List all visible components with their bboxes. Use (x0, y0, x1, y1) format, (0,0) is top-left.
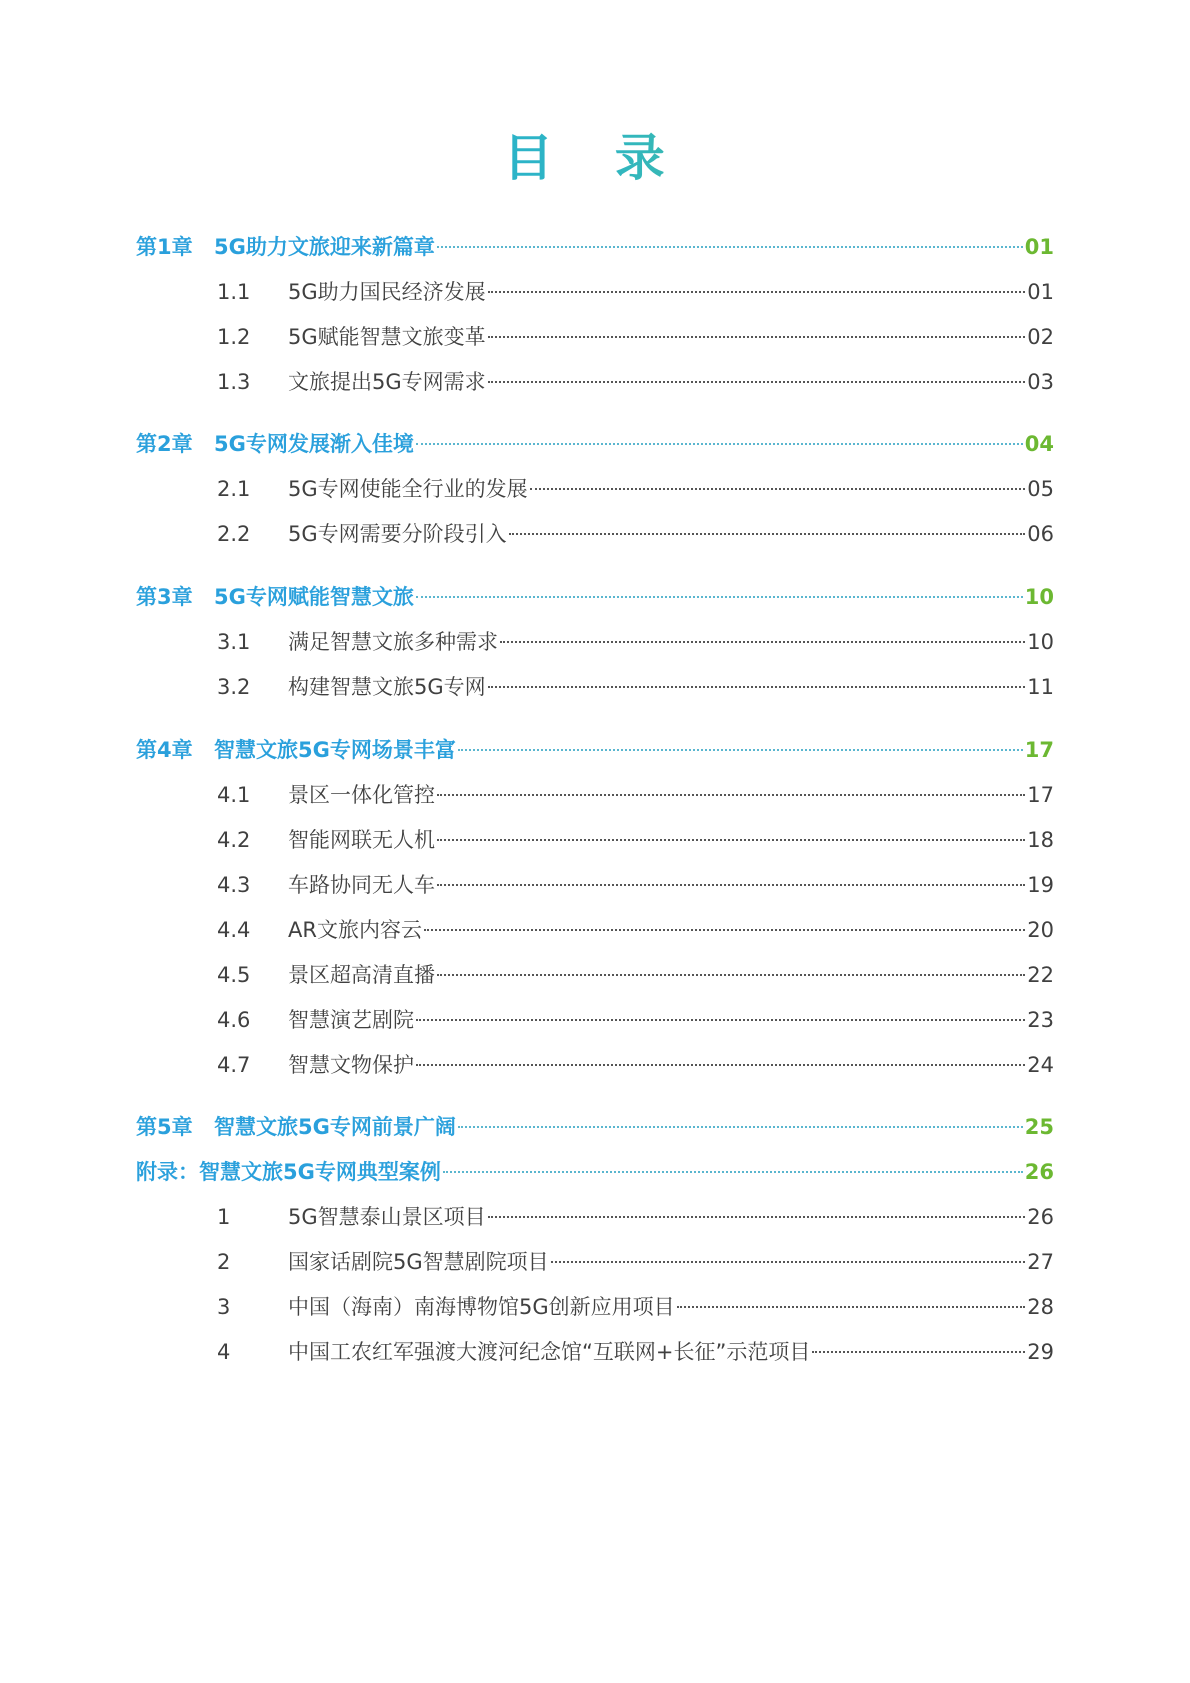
toc-entry-title: AR文旅内容云 (288, 918, 422, 942)
toc-page-number: 27 (1027, 1250, 1054, 1274)
toc-section-entry[interactable] (217, 823, 1054, 857)
toc-page-number: 24 (1027, 1053, 1054, 1077)
dot-leader (509, 533, 1026, 535)
dot-leader (677, 1306, 1026, 1308)
dot-leader (488, 381, 1026, 383)
dot-leader (488, 336, 1026, 338)
toc-section-entry[interactable] (217, 365, 1054, 399)
toc-entry-number: 1.3 (217, 370, 251, 394)
dot-leader (437, 974, 1025, 976)
toc-page-number: 10 (1024, 585, 1054, 609)
toc-section-entry[interactable] (217, 1003, 1054, 1037)
toc-entry-title: 智慧文旅5G专网场景丰富 (214, 738, 456, 762)
dot-leader (443, 1171, 1023, 1173)
toc-section-entry[interactable] (217, 868, 1054, 902)
toc-entry-number: 1.1 (217, 280, 251, 304)
dot-leader (416, 443, 1023, 445)
toc-entry-number: 4.4 (217, 918, 251, 942)
toc-entry-number: 4.6 (217, 1008, 251, 1032)
toc-section-entry[interactable] (217, 472, 1054, 506)
toc-section-entry[interactable] (217, 1335, 1054, 1369)
toc-entry-number: 第4章 (136, 738, 193, 762)
toc-page-number: 26 (1027, 1205, 1054, 1229)
toc-entry-title: 5G专网使能全行业的发展 (288, 477, 528, 501)
toc-page-number: 17 (1024, 738, 1054, 762)
toc-page-number: 04 (1024, 432, 1054, 456)
toc-entry-title: 构建智慧文旅5G专网 (288, 675, 486, 699)
toc-entry-number: 1 (217, 1205, 231, 1229)
toc-section-entry[interactable] (217, 670, 1054, 704)
toc-entry-title: 5G专网赋能智慧文旅 (214, 585, 414, 609)
toc-entry-title: 5G助力文旅迎来新篇章 (214, 235, 435, 259)
toc-entry-number: 4.7 (217, 1053, 251, 1077)
toc-page-number: 22 (1027, 963, 1054, 987)
toc-entry-number: 2.2 (217, 522, 251, 546)
toc-page-number: 05 (1027, 477, 1054, 501)
toc-entry-number: 2.1 (217, 477, 251, 501)
toc-entry-title: 文旅提出5G专网需求 (288, 370, 486, 394)
toc-section-entry[interactable] (217, 1290, 1054, 1324)
toc-entry-number: 3.1 (217, 630, 251, 654)
toc-entry-title: 中国工农红军强渡大渡河纪念馆“互联网+长征”示范项目 (288, 1340, 811, 1364)
dot-leader (437, 884, 1025, 886)
toc-entry-number: 第1章 (136, 235, 193, 259)
toc-page-number: 02 (1027, 325, 1054, 349)
dot-leader (416, 596, 1023, 598)
dot-leader (551, 1261, 1026, 1263)
toc-section-entry[interactable] (217, 517, 1054, 551)
toc-entry-title: 满足智慧文旅多种需求 (288, 630, 498, 654)
toc-entry-title: 国家话剧院5G智慧剧院项目 (288, 1250, 549, 1274)
dot-leader (488, 1216, 1026, 1218)
toc-entry-title: 中国（海南）南海博物馆5G创新应用项目 (288, 1295, 675, 1319)
toc-section-entry[interactable] (217, 1048, 1054, 1082)
toc-section-entry[interactable] (217, 275, 1054, 309)
toc-page-number: 26 (1024, 1160, 1054, 1184)
dot-leader (458, 749, 1023, 751)
toc-page-number: 28 (1027, 1295, 1054, 1319)
dot-leader (437, 839, 1025, 841)
page-title: 目 录 (0, 128, 1190, 188)
toc-entry-number: 4.3 (217, 873, 251, 897)
toc-entry-title: 智能网联无人机 (288, 828, 435, 852)
toc-entry-number: 4.5 (217, 963, 251, 987)
toc-entry-number: 1.2 (217, 325, 251, 349)
toc-page-number: 11 (1027, 675, 1054, 699)
dot-leader (488, 686, 1026, 688)
toc-chapter-entry[interactable] (136, 1155, 1054, 1189)
toc-page-number: 10 (1027, 630, 1054, 654)
toc-section-entry[interactable] (217, 913, 1054, 947)
toc-page-number: 19 (1027, 873, 1054, 897)
toc-entry-title: 智慧文旅5G专网典型案例 (199, 1160, 441, 1184)
dot-leader (458, 1126, 1023, 1128)
toc-entry-title: 5G专网发展渐入佳境 (214, 432, 414, 456)
toc-entry-number: 3.2 (217, 675, 251, 699)
toc-page-number: 25 (1024, 1115, 1054, 1139)
dot-leader (437, 794, 1025, 796)
toc-chapter-entry[interactable] (136, 230, 1054, 264)
toc-page-number: 23 (1027, 1008, 1054, 1032)
toc-entry-number: 第2章 (136, 432, 193, 456)
toc-entry-number: 第5章 (136, 1115, 193, 1139)
toc-entry-number: 3 (217, 1295, 231, 1319)
dot-leader (812, 1351, 1025, 1353)
toc-entry-number: 4.1 (217, 783, 251, 807)
toc-page-number: 06 (1027, 522, 1054, 546)
toc-entry-title: 5G赋能智慧文旅变革 (288, 325, 486, 349)
toc-page-number: 03 (1027, 370, 1054, 394)
toc-section-entry[interactable] (217, 1200, 1054, 1234)
dot-leader (488, 291, 1026, 293)
toc-entry-title: 景区超高清直播 (288, 963, 435, 987)
dot-leader (416, 1064, 1025, 1066)
toc-section-entry[interactable] (217, 625, 1054, 659)
toc-page-number: 01 (1027, 280, 1054, 304)
toc-chapter-entry[interactable] (136, 1110, 1054, 1144)
dot-leader (500, 641, 1025, 643)
toc-entry-number: 附录： (136, 1160, 199, 1184)
toc-entry-title: 5G助力国民经济发展 (288, 280, 486, 304)
toc-chapter-entry[interactable] (136, 580, 1054, 614)
dot-leader (416, 1019, 1025, 1021)
toc-entry-title: 智慧文旅5G专网前景广阔 (214, 1115, 456, 1139)
toc-section-entry[interactable] (217, 320, 1054, 354)
toc-section-entry[interactable] (217, 1245, 1054, 1279)
toc-chapter-entry[interactable] (136, 733, 1054, 767)
toc-page-number: 01 (1024, 235, 1054, 259)
toc-page-number: 29 (1027, 1340, 1054, 1364)
toc-entry-title: 车路协同无人车 (288, 873, 435, 897)
toc-entry-title: 景区一体化管控 (288, 783, 435, 807)
toc-entry-title: 智慧文物保护 (288, 1053, 414, 1077)
dot-leader (424, 929, 1025, 931)
dot-leader (437, 246, 1023, 248)
toc-entry-title: 智慧演艺剧院 (288, 1008, 414, 1032)
toc-page-number: 20 (1027, 918, 1054, 942)
toc-entry-number: 2 (217, 1250, 231, 1274)
toc-entry-number: 4 (217, 1340, 231, 1364)
dot-leader (530, 488, 1026, 490)
toc-section-entry[interactable] (217, 958, 1054, 992)
toc-page-number: 18 (1027, 828, 1054, 852)
toc-entry-number: 4.2 (217, 828, 251, 852)
toc-entry-number: 第3章 (136, 585, 193, 609)
toc-chapter-entry[interactable] (136, 427, 1054, 461)
toc-page-number: 17 (1027, 783, 1054, 807)
toc-entry-title: 5G智慧泰山景区项目 (288, 1205, 486, 1229)
toc-section-entry[interactable] (217, 778, 1054, 812)
toc-entry-title: 5G专网需要分阶段引入 (288, 522, 507, 546)
